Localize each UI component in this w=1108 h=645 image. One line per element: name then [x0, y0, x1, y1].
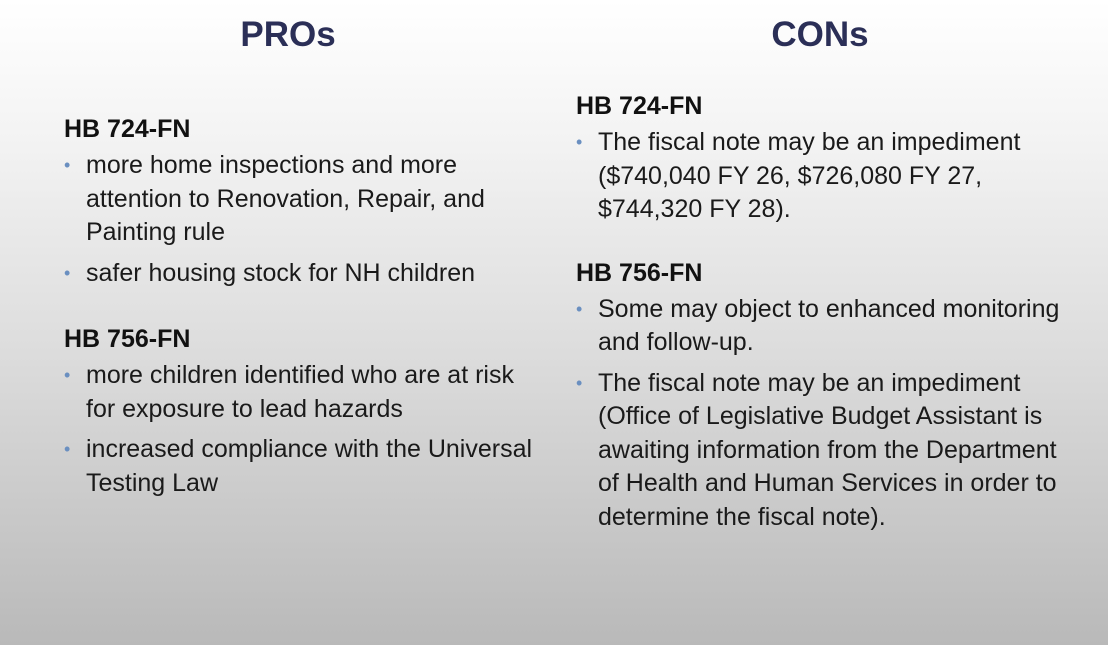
- list-item-text: more home inspections and more attention to Renovation, Repair, and Painting rule: [86, 151, 485, 246]
- bullet-icon: •: [576, 372, 583, 393]
- list-item: [576, 126, 1076, 227]
- bullet-icon: •: [576, 132, 583, 152]
- list-item: [64, 359, 544, 426]
- list-item: [576, 367, 1076, 535]
- pros-hb724-title: HB 724-FN: [64, 115, 191, 143]
- list-item-text: The fiscal note may be an impediment (Office of Legislative Budget Assistant is awaiting information from the Department of Health and Human Services in order to determine the fiscal note).: [598, 368, 1057, 531]
- list-item: [64, 433, 544, 500]
- list-item-text: Some may object to enhanced monitoring and follow-up.: [598, 294, 1060, 356]
- list-item-text: increased compliance with the Universal Testing Law: [86, 435, 533, 497]
- list-item: [64, 149, 544, 250]
- cons-heading: CONs: [771, 15, 869, 54]
- cons-hb724-title: HB 724-FN: [576, 92, 703, 120]
- list-item-text: safer housing stock for NH children: [86, 258, 476, 287]
- bullet-icon: •: [64, 365, 71, 385]
- pros-hb756-list: [64, 359, 544, 500]
- cons-hb724-section: [576, 92, 1076, 227]
- cons-hb724-list: [576, 126, 1076, 227]
- pros-heading: PROs: [240, 15, 336, 54]
- pros-hb756-title: HB 756-FN: [64, 325, 191, 353]
- bullet-icon: •: [64, 439, 71, 459]
- pros-hb724-section: [64, 115, 544, 290]
- cons-hb756-section: [576, 259, 1076, 535]
- list-item-text: The fiscal note may be an impediment ($740,040 FY 26, $726,080 FY 27, $744,320 FY 28).: [598, 128, 1021, 223]
- list-item-text: more children identified who are at risk for exposure to lead hazards: [86, 361, 514, 423]
- cons-column: [576, 92, 1076, 541]
- bullet-icon: •: [576, 298, 583, 319]
- list-item: [576, 293, 1076, 360]
- list-item: [64, 257, 544, 291]
- bullet-icon: •: [64, 262, 71, 283]
- bullet-icon: •: [64, 155, 71, 175]
- pros-hb756-section: [64, 325, 544, 500]
- pros-column: [64, 115, 544, 507]
- pros-hb724-list: [64, 149, 544, 290]
- cons-hb756-list: [576, 293, 1076, 535]
- cons-hb756-title: HB 756-FN: [576, 258, 703, 287]
